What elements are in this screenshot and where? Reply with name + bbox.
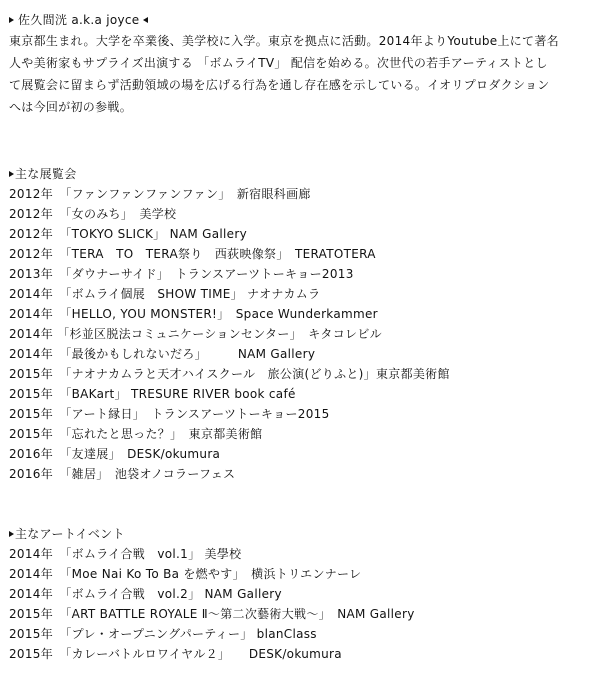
list-item: 2012年 「TOKYO SLICK」 NAM Gallery bbox=[9, 227, 247, 241]
triangle-right-icon bbox=[9, 171, 14, 177]
list-item: 2015年 「プレ・オープニングパーティー」 blanClass bbox=[9, 627, 317, 641]
list-item: 2014年 「最後かもしれないだろ」 NAM Gallery bbox=[9, 347, 316, 361]
list-item: 2014年 「ボムライ合戦 vol.2」 NAM Gallery bbox=[9, 587, 282, 601]
triangle-right-icon bbox=[9, 17, 14, 23]
bio-line: 人や美術家もサプライズ出演する 「ボムライTV」 配信を始める。次世代の若手アーティストとし bbox=[9, 56, 548, 70]
list-item: 2015年 「アート縁日」 トランスアーツトーキョー2015 bbox=[9, 407, 330, 421]
list-item: 2012年 「女のみち」 美学校 bbox=[9, 207, 177, 221]
art-events-list bbox=[9, 544, 600, 664]
exhibitions-section bbox=[9, 164, 600, 484]
section-spacer bbox=[9, 118, 600, 164]
exhibitions-heading bbox=[9, 164, 600, 184]
list-item: 2015年 「カレーバトルロワイヤル２」 DESK/okumura bbox=[9, 647, 342, 661]
art-events-heading bbox=[9, 524, 600, 544]
bio-line: 東京都生まれ。大学を卒業後、美学校に入学。東京を拠点に活動。2014年よりYoutube上にて著名 bbox=[9, 34, 559, 48]
bio-line: て展覧会に留まらず活動領域の場を広げる行為を通し存在感を示している。イオリプロダクション bbox=[9, 78, 550, 92]
list-item: 2014年 「杉並区脱法コミュニケーションセンター」 キタコレビル bbox=[9, 327, 382, 341]
list-item: 2016年 「友達展」 DESK/okumura bbox=[9, 447, 221, 461]
triangle-left-icon bbox=[143, 17, 148, 23]
exhibitions-list bbox=[9, 184, 600, 484]
art-events-section bbox=[9, 524, 600, 664]
list-item: 2013年 「ダウナーサイド」 トランスアーツトーキョー2013 bbox=[9, 267, 354, 281]
artist-name-line bbox=[9, 10, 600, 30]
list-item: 2014年 「HELLO, YOU MONSTER!」 Space Wunderkammer bbox=[9, 307, 378, 321]
bio-line: へは今回が初の参戦。 bbox=[9, 100, 133, 114]
list-item: 2012年 「TERA TO TERA祭り 西荻映像祭」 TERATOTERA bbox=[9, 247, 376, 261]
list-item: 2012年 「ファンファンファンファン」 新宿眼科画廊 bbox=[9, 187, 311, 201]
exhibitions-heading-text: 主な展覧会 bbox=[15, 167, 77, 181]
list-item: 2014年 「Moe Nai Ko To Ba を燃やす」 横浜トリエンナーレ bbox=[9, 567, 362, 581]
list-item: 2016年 「雑居」 池袋オノコラーフェス bbox=[9, 467, 236, 481]
list-item: 2014年 「ボムライ個展 SHOW TIME」 ナオナカムラ bbox=[9, 287, 321, 301]
list-item: 2015年 「ART BATTLE ROYALE Ⅱ～第二次藝術大戦～」 NAM Gallery bbox=[9, 607, 415, 621]
list-item: 2014年 「ボムライ合戦 vol.1」 美學校 bbox=[9, 547, 242, 561]
art-events-heading-text: 主なアートイベント bbox=[15, 527, 125, 541]
artist-bio bbox=[9, 30, 594, 118]
section-spacer bbox=[9, 484, 600, 524]
list-item: 2015年 「BAKart」 TRESURE RIVER book café bbox=[9, 387, 296, 401]
artist-name: 佐久間洸 a.k.a joyce bbox=[18, 13, 140, 27]
list-item: 2015年 「忘れたと思った？」 東京都美術館 bbox=[9, 427, 263, 441]
triangle-right-icon bbox=[9, 531, 14, 537]
list-item: 2015年 「ナオナカムラと天才ハイスクール 旅公演(どりふと)」東京都美術館 bbox=[9, 367, 450, 381]
